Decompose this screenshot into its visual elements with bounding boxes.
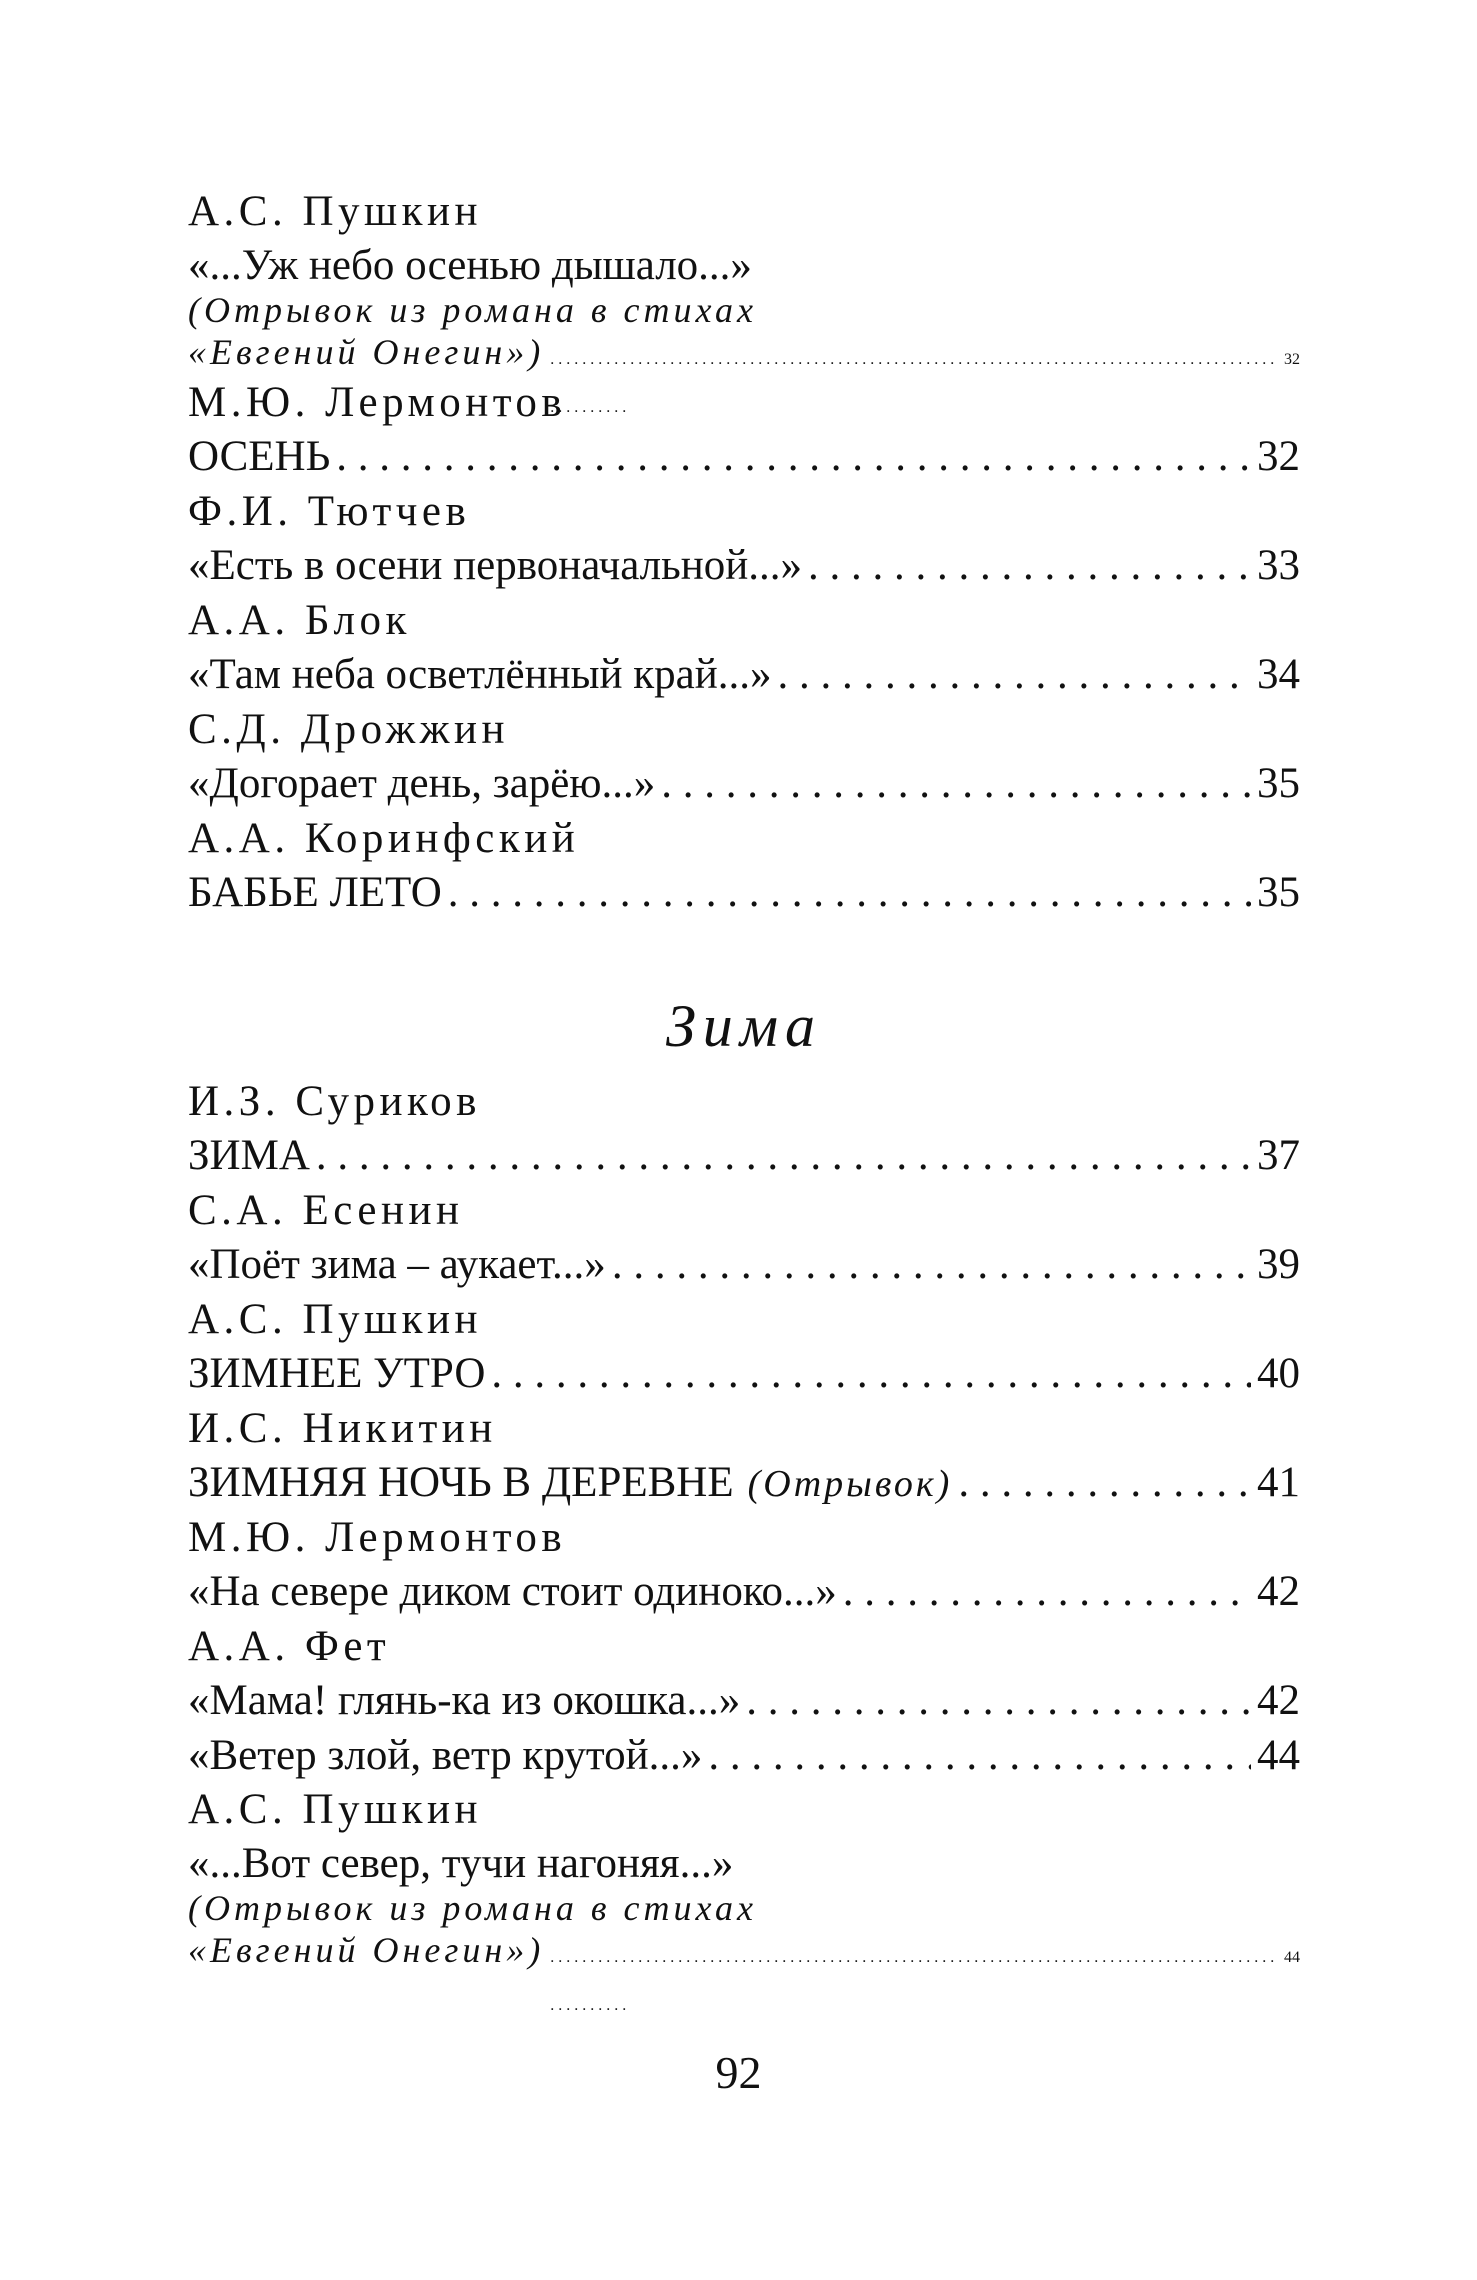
entry-title: «Ветер злой, ветр крутой...» xyxy=(188,1731,703,1779)
entry-title: «...Уж небо осенью дышало...» xyxy=(188,241,752,289)
page-ref: 40 xyxy=(1257,1350,1300,1397)
page-ref: 35 xyxy=(1257,869,1300,916)
entry-title: ЗИМНЕЕ УТРО xyxy=(188,1350,486,1397)
author-name: А.С. Пушкин xyxy=(188,1295,483,1343)
page-ref: 34 xyxy=(1257,651,1300,698)
entry-note: (Отрывок из романа в стихах xyxy=(188,289,757,330)
author-name: М.Ю. Лермонтов xyxy=(188,1513,567,1561)
page-ref: 42 xyxy=(1257,1568,1300,1615)
page-ref: 41 xyxy=(1257,1459,1300,1506)
page-number: 92 xyxy=(715,2047,762,2098)
dot-leader xyxy=(550,336,1278,432)
entry-title: «Мама! глянь-ка из окошка...» xyxy=(188,1677,741,1724)
entry-title: «Поёт зима – аукает...» xyxy=(188,1241,606,1288)
section-title: Зима xyxy=(666,992,822,1059)
author-name: А.А. Блок xyxy=(188,596,411,644)
author-name: А.А. Фет xyxy=(188,1622,391,1670)
entry-title: «...Вот север, тучи нагоняя...» xyxy=(188,1839,734,1887)
author-name: И.З. Суриков xyxy=(188,1077,481,1125)
dot-leader xyxy=(708,1729,1251,1784)
toc-entry-multiline xyxy=(188,240,1300,376)
author-name: С.А. Есенин xyxy=(188,1186,464,1234)
dot-leader xyxy=(808,539,1251,594)
page-ref: 35 xyxy=(1257,760,1300,807)
toc-entry xyxy=(188,648,1300,703)
dot-leader xyxy=(612,1238,1251,1293)
dot-leader xyxy=(958,1456,1251,1511)
toc-entry xyxy=(188,1347,1300,1402)
entry-subtitle: (Отрывок) xyxy=(747,1463,953,1505)
dot-leader xyxy=(316,1129,1251,1184)
dot-leader xyxy=(550,1934,1278,2030)
entry-title: ЗИМНЯЯ НОЧЬ В ДЕРЕВНЕ xyxy=(188,1459,734,1506)
page-ref: 37 xyxy=(1257,1132,1300,1179)
page-ref: 44 xyxy=(1257,1731,1300,1779)
dot-leader xyxy=(491,1347,1251,1402)
entry-title: ОСЕНЬ xyxy=(188,433,331,480)
table-of-contents xyxy=(188,185,1300,1974)
entry-title: «На севере диком стоит одиноко...» xyxy=(188,1568,837,1615)
author-name: А.С. Пушкин xyxy=(188,188,483,235)
author-name: М.Ю. Лермонтов xyxy=(188,378,567,426)
page-ref: 32 xyxy=(1257,433,1300,480)
dot-leader xyxy=(448,866,1251,921)
entry-note: (Отрывок из романа в стихах xyxy=(188,1887,757,1928)
page-ref: 33 xyxy=(1257,542,1300,589)
toc-entry xyxy=(188,1129,1300,1184)
author-name: И.С. Никитин xyxy=(188,1404,497,1452)
author-name: А.С. Пушкин xyxy=(188,1786,483,1833)
entry-title: «Догорает день, зарёю...» xyxy=(188,760,656,807)
author-name: С.Д. Дрожжин xyxy=(188,705,509,753)
entry-title: ЗИМА xyxy=(188,1132,310,1179)
toc-entry-multiline xyxy=(188,1838,1300,1974)
entry-note-cont: «Евгений Онегин») xyxy=(188,331,545,372)
toc-entry xyxy=(188,1729,1300,1784)
author-name: А.А. Коринфский xyxy=(188,814,580,862)
page-ref: 42 xyxy=(1257,1677,1300,1724)
toc-entry xyxy=(188,1238,1300,1293)
toc-entry xyxy=(188,430,1300,485)
author-name: Ф.И. Тютчев xyxy=(188,487,471,535)
entry-title: «Есть в осени первоначальной...» xyxy=(188,542,803,589)
dot-leader xyxy=(746,1674,1251,1729)
toc-entry xyxy=(188,539,1300,594)
dot-leader xyxy=(336,430,1251,485)
entry-note-cont: «Евгений Онегин») xyxy=(188,1929,545,1970)
dot-leader xyxy=(778,648,1251,703)
entry-title: «Там неба осветлённый край...» xyxy=(188,651,772,698)
toc-entry xyxy=(188,1674,1300,1729)
toc-entry xyxy=(188,757,1300,812)
toc-entry xyxy=(188,866,1300,921)
entry-title: БАБЬЕ ЛЕТО xyxy=(188,869,442,916)
page-ref: 44 xyxy=(1284,1948,1300,1966)
toc-entry xyxy=(188,1456,1300,1511)
dot-leader xyxy=(661,757,1251,812)
page-ref: 32 xyxy=(1284,350,1300,368)
toc-entry xyxy=(188,1565,1300,1620)
page-ref: 39 xyxy=(1257,1241,1300,1288)
dot-leader xyxy=(843,1565,1251,1620)
